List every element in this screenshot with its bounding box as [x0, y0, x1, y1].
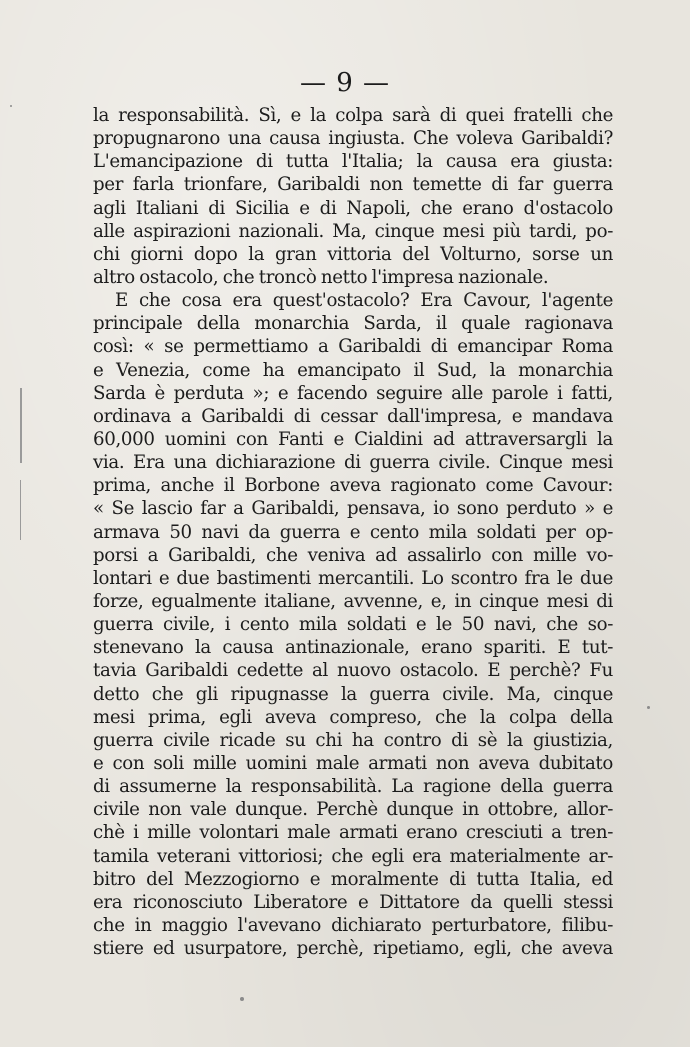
text-line: che in maggio l'avevano dichiarato perturbatore, filibu- — [93, 914, 613, 936]
text-line: altro ostacolo, che troncò netto l'impresa nazionale. — [93, 266, 549, 288]
text-line: Sarda è perduta »; e facendo seguire alle parole i fatti, — [93, 382, 613, 404]
text-line: tamila veterani vittoriosi; che egli era materialmente ar- — [93, 845, 613, 867]
text-line: lontari e due bastimenti mercantili. Lo scontro fra le due — [93, 567, 613, 589]
margin-scratch — [20, 388, 22, 463]
text-line: per farla trionfare, Garibaldi non temette di far guerra — [93, 174, 613, 196]
text-line: armava 50 navi da guerra e cento mila soldati per op- — [93, 521, 613, 543]
text-line: stiere ed usurpatore, perchè, ripetiamo, egli, che aveva — [93, 938, 613, 960]
text-line: L'emancipazione di tutta l'Italia; la causa era giusta: — [93, 151, 613, 173]
text-line: via. Era una dichiarazione di guerra civile. Cinque mesi — [93, 452, 613, 474]
ink-speck — [10, 105, 12, 107]
text-line: ordinava a Garibaldi di cessar dall'impresa, e mandava — [93, 405, 613, 427]
text-line: propugnarono una causa ingiusta. Che voleva Garibaldi? — [93, 128, 613, 150]
text-line: principale della monarchia Sarda, il quale ragionava — [93, 313, 613, 335]
text-line: agli Italiani di Sicilia e di Napoli, che erano d'ostacolo — [93, 197, 613, 219]
text-line: e Venezia, come ha emancipato il Sud, la monarchia — [93, 359, 613, 381]
text-line: chi giorni dopo la gran vittoria del Volturno, sorse un — [93, 243, 613, 265]
text-line: così: « se permettiamo a Garibaldi di emancipar Roma — [93, 336, 613, 358]
text-line: di assumerne la responsabilità. La ragione della guerra — [93, 776, 613, 798]
text-line: la responsabilità. Sì, e la colpa sarà di quei fratelli che — [93, 105, 613, 126]
text-line: detto che gli ripugnasse la guerra civile. Ma, cinque — [93, 683, 613, 705]
text-line: e con soli mille uomini male armati non aveva dubitato — [93, 752, 613, 774]
text-line: forze, egualmente italiane, avvenne, e, in cinque mesi di — [93, 590, 613, 612]
text-line: era riconosciuto Liberatore e Dittatore da quelli stessi — [93, 891, 613, 913]
text-line: alle aspirazioni nazionali. Ma, cinque mesi più tardi, po- — [93, 220, 613, 242]
body-text — [93, 104, 613, 960]
text-line: stenevano la causa antinazionale, erano spariti. E tut- — [93, 637, 613, 659]
text-line: prima, anche il Borbone aveva ragionato come Cavour: — [93, 475, 613, 497]
margin-scratch — [20, 480, 21, 540]
text-line: tavia Garibaldi cedette al nuovo ostacolo. E perchè? Fu — [93, 660, 613, 682]
text-line: chè i mille volontari male armati erano cresciuti a tren- — [93, 822, 613, 844]
text-line: E che cosa era quest'ostacolo? Era Cavour, l'agente — [115, 290, 613, 312]
text-line: civile non vale dunque. Perchè dunque in ottobre, allor- — [93, 799, 613, 821]
page-number: — 9 — — [299, 68, 391, 98]
text-line: 60,000 uomini con Fanti e Cialdini ad attraversargli la — [93, 428, 613, 450]
ink-speck — [647, 706, 650, 709]
text-line: mesi prima, egli aveva compreso, che la colpa della — [93, 706, 613, 728]
text-line: « Se lascio far a Garibaldi, pensava, io sono perduto » e — [93, 498, 613, 520]
text-line: guerra civile ricade su chi ha contro di sè la giustizia, — [93, 729, 613, 751]
text-line: bitro del Mezzogiorno e moralmente di tutta Italia, ed — [93, 868, 613, 890]
ink-speck — [240, 997, 244, 1001]
text-line: guerra civile, i cento mila soldati e le 50 navi, che so- — [93, 614, 613, 636]
text-line: porsi a Garibaldi, che veniva ad assalirlo con mille vo- — [93, 544, 613, 566]
